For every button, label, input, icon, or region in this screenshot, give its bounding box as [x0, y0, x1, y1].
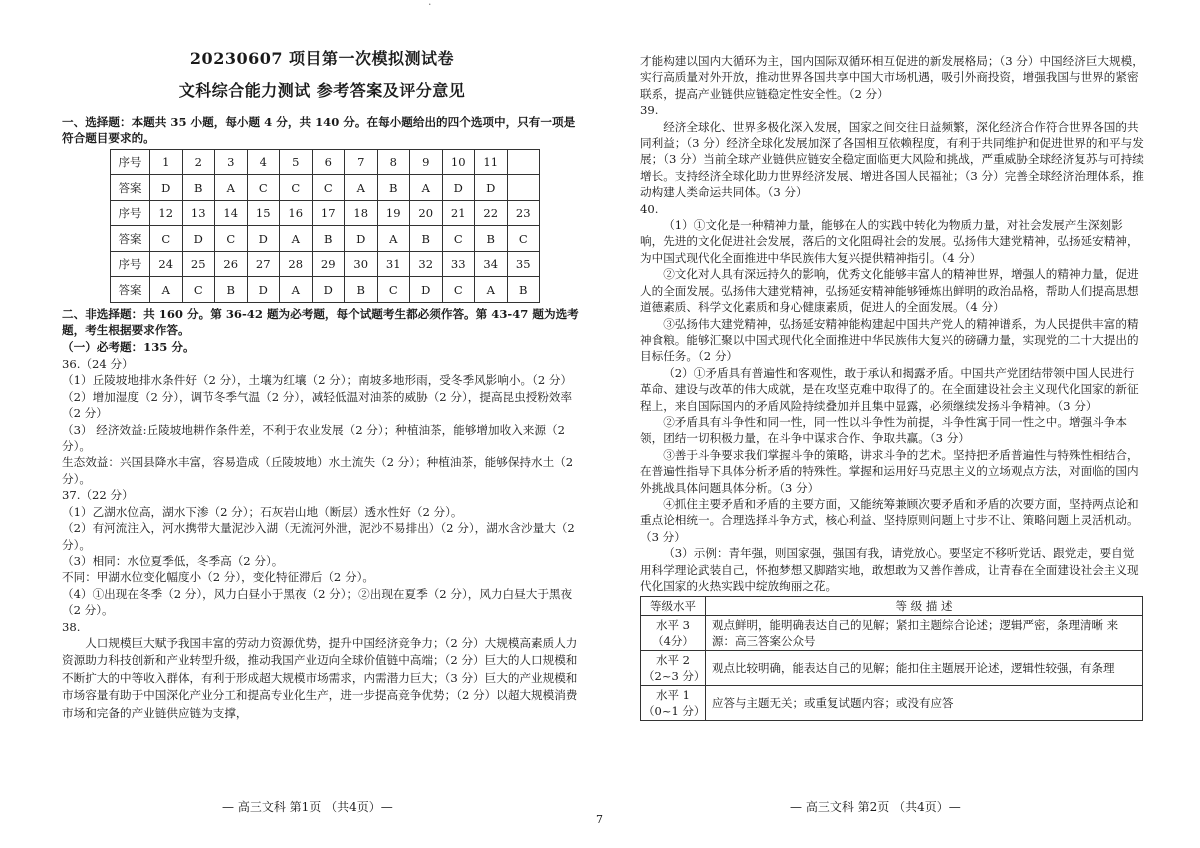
- answer-cell: D: [150, 175, 183, 201]
- q37-part3-same: （3）相同：水位夏季低，冬季高（2 分）。: [62, 553, 284, 568]
- number-cell: 15: [247, 200, 280, 226]
- answer-cell: A: [377, 226, 410, 252]
- answer-cell: C: [442, 277, 475, 303]
- number-cell: 28: [280, 251, 313, 277]
- level-score: （4分）: [652, 634, 694, 649]
- q40-part2-1: （2）①矛盾具有普遍性和客观性，敢于承认和揭露矛盾。中国共产党团结带领中国人民进行革命、建设与改革的伟大成就，是在攻坚克难中取得了的。在全面建设社会主义现代化国家的新征程上，来自国际国内的矛盾风险持续叠加并且集中显露，必须继续发扬斗争精神。（3 分）: [640, 365, 1139, 413]
- q40-part3: （3）示例：青年强，则国家强，强国有我，请党放心。要坚定不移听党话、跟党走，要自觉用科学理论武装自己，怀抱梦想又脚踏实地，敢想敢为又善作善成，让青春在全面建设社会主义现代化国家的火热实践中绽放绚丽之花。: [640, 546, 1139, 593]
- level-desc: 应答与主题无关；或重复试题内容；或没有应答: [706, 686, 1143, 721]
- number-cell: 21: [442, 200, 475, 226]
- number-cell: 18: [345, 200, 378, 226]
- number-cell: 16: [280, 200, 313, 226]
- answer-row-label: 答案: [111, 226, 150, 252]
- answer-cell: B: [475, 226, 508, 252]
- desc-header: 等 级 描 述: [706, 597, 1143, 616]
- number-cell: 5: [280, 149, 313, 175]
- answer-cell: A: [410, 175, 443, 201]
- answer-cell: D: [182, 226, 215, 252]
- q40-part1-1: （1）①文化是一种精神力量，能够在人的实践中转化为物质力量，对社会发展产生深刻影响，先进的文化促进社会发展，落后的文化阻碍社会的发展。弘扬伟大建党精神，弘扬延安精神，为中国式现代化全面推进中华民族伟大复兴提供精神指引。（4 分）: [640, 218, 1139, 265]
- number-cell: 26: [215, 251, 248, 277]
- level-label: 水平 1: [656, 688, 690, 703]
- number-row: [111, 149, 540, 175]
- number-cell: 19: [377, 200, 410, 226]
- number-cell: 34: [475, 251, 508, 277]
- section1-intro: 一、选择题：本题共 35 小题，每小题 4 分，共 140 分。在每小题给出的四个选项中，只有一项是符合题目要求的。: [62, 115, 576, 146]
- level-row: [641, 651, 1143, 686]
- answer-cell: C: [442, 226, 475, 252]
- answer-cell: B: [507, 277, 540, 303]
- level-cell: [641, 651, 706, 686]
- answer-cell: A: [280, 277, 313, 303]
- q36-part1: （1）丘陵坡地排水条件好（2 分），土壤为红壤（2 分）；南坡多地形雨，受冬季风影响小。（2 分）: [62, 373, 573, 388]
- level-desc: 观点鲜明，能明确表达自己的见解；紧扣主题综合论述；逻辑严密，条理清晰 来源：高三答案公众号: [706, 616, 1143, 651]
- answer-cell: A: [150, 277, 183, 303]
- q36-part3-economic: （3） 经济效益:丘陵坡地耕作条件差，不利于农业发展（2 分）；种植油茶，能够增加收入来源（2 分）。: [62, 422, 565, 454]
- answer-cell: [507, 175, 540, 201]
- number-row-label: 序号: [111, 200, 150, 226]
- q40-part1-3: ③弘扬伟大建党精神，弘扬延安精神能构建起中国共产党人的精神谱系，为人民提供丰富的精神食粮。能够汇聚以中国式现代化全面推进中华民族伟大复兴的磅礴力量，实现党的二十大提出的目标任务。（2 分）: [640, 316, 1139, 364]
- number-cell: 3: [215, 149, 248, 175]
- number-cell: 31: [377, 251, 410, 277]
- q38-answer: 人口规模巨大赋予我国丰富的劳动力资源优势，提升中国经济竞争力；（2 分）大规模高素质人力资源助力科技创新和产业转型升级，推动我国产业迈向全球价值链中高端；（2 分）巨大的人口规模和不断扩大的中等收入群体，有利于形成超大规模市场需求，内需潜力巨大；（3 分）巨大的产业规模和市场容量有助于中国深化产业分工和提高专业化生产，进一步提高竞争优势；（2 分）以超大规模消费市场和完备的产业链供应链为支撑，: [62, 635, 578, 720]
- level-desc: 观点比较明确，能表达自己的见解；能扣住主题展开论述，逻辑性较强，有条理: [706, 651, 1143, 686]
- number-row-label: 序号: [111, 251, 150, 277]
- answer-cell: D: [410, 277, 443, 303]
- answer-cell: C: [247, 175, 280, 201]
- exam-title: 20230607 项目第一次模拟测试卷: [189, 49, 455, 68]
- q37-header: 37.（22 分）: [62, 488, 134, 503]
- number-cell: 20: [410, 200, 443, 226]
- q36-header: 36.（24 分）: [62, 357, 134, 372]
- answer-row: [111, 226, 540, 252]
- q38-header: 38.: [62, 619, 81, 634]
- q40-part1-2: ②文化对人具有深远持久的影响，优秀文化能够丰富人的精神世界，增强人的精神力量，促进人的全面发展。弘扬伟大建党精神，弘扬延安精神能够锤炼出鲜明的政治品格，帮助人们提高思想道德素质、科学文化素质和身心健康素质，促进人的全面发展。（4 分）: [640, 267, 1139, 315]
- section2-intro: 二、非选择题：共 160 分。第 36-42 题为必考题，每个试题考生都必须作答。第 43-47 题为选考题，考生根据要求作答。: [62, 306, 579, 338]
- number-cell: 7: [345, 149, 378, 175]
- answer-table: [110, 149, 540, 303]
- answer-cell: B: [345, 277, 378, 303]
- level-row: [641, 686, 1143, 721]
- number-cell: 1: [150, 149, 183, 175]
- q38-continued: 才能构建以国内大循环为主，国内国际双循环相互促进的新发展格局；（3 分）中国经济巨大规模，实行高质量对外开放，推动世界各国共享中国大市场机遇，吸引外商投资，增强我国与世界的紧密联系，提高产业链供应链稳定性安全性。（2 分）: [640, 54, 1144, 101]
- number-cell: 35: [507, 251, 540, 277]
- level-table: [640, 596, 1143, 721]
- q40-header: 40.: [640, 201, 659, 216]
- answer-cell: A: [475, 277, 508, 303]
- q37-part4: （4）①出现在冬季（2 分），风力白昼小于黑夜（2 分）；②出现在夏季（2 分），风力白昼大于黑夜（2 分）。: [62, 586, 573, 618]
- q39-header: 39.: [640, 103, 659, 118]
- answer-row: [111, 175, 540, 201]
- number-cell: 4: [247, 149, 280, 175]
- number-cell: 24: [150, 251, 183, 277]
- q39-answer: 经济全球化、世界多极化深入发展，国家之间交往日益频繁，深化经济合作符合世界各国的共同利益；（3 分）经济全球化发展加深了各国相互依赖程度，有利于共同维护和促进世界的和平与发展；（3 分）当前全球产业链供应链安全稳定面临更大风险和挑战，严重威胁全球经济复苏与可持续增长。支持经济全球化助力世界经济发展、增进各国人民福祉；（3 分）完善全球经济治理体系，推动构建人类命运共同体。（3 分）: [640, 119, 1144, 200]
- answer-cell: D: [312, 277, 345, 303]
- answer-cell: A: [215, 175, 248, 201]
- right-page: [640, 0, 1145, 848]
- q40-part2-4: ④抓住主要矛盾和矛盾的主要方面，又能统筹兼顾次要矛盾和矛盾的次要方面，坚持两点论和重点论相统一。合理选择斗争方式，核心利益、坚持原则问题上寸步不让、策略问题上灵活机动。（3 分）: [640, 496, 1139, 544]
- answer-cell: C: [377, 277, 410, 303]
- answer-cell: C: [215, 226, 248, 252]
- level-header: 等级水平: [641, 597, 706, 616]
- number-row: [111, 200, 540, 226]
- page-footer-left: — 高三文科 第1页 （共4页）—: [222, 800, 393, 814]
- number-cell: 9: [410, 149, 443, 175]
- level-label: 水平 3: [656, 618, 690, 633]
- answer-cell: C: [150, 226, 183, 252]
- answer-cell: B: [410, 226, 443, 252]
- q40-part2-2: ②矛盾具有斗争性和同一性，同一性以斗争性为前提，斗争性寓于同一性之中。增强斗争本领，团结一切积极力量，在斗争中谋求合作、争取共赢。（3 分）: [640, 414, 1127, 446]
- number-cell: 12: [150, 200, 183, 226]
- answer-cell: C: [507, 226, 540, 252]
- answer-cell: A: [280, 226, 313, 252]
- number-cell: 32: [410, 251, 443, 277]
- q37-part3-diff: 不同：甲湖水位变化幅度小（2 分），变化特征滞后（2 分）。: [62, 570, 374, 585]
- level-table-header: [641, 597, 1143, 616]
- number-row-label: 序号: [111, 149, 150, 175]
- answer-cell: D: [475, 175, 508, 201]
- q36-part3-ecological: 生态效益：兴国县降水丰富，容易造成（丘陵坡地）水土流失（2 分）；种植油茶，能够保持水土（2 分）。: [62, 455, 574, 486]
- number-row: [111, 251, 540, 277]
- number-cell: [507, 149, 540, 175]
- answer-cell: B: [312, 226, 345, 252]
- number-cell: 25: [182, 251, 215, 277]
- top-mark: ·: [428, 0, 432, 11]
- number-cell: 11: [475, 149, 508, 175]
- answer-cell: D: [442, 175, 475, 201]
- level-cell: [641, 616, 706, 651]
- number-cell: 29: [312, 251, 345, 277]
- exam-subtitle: 文科综合能力测试 参考答案及评分意见: [178, 81, 466, 100]
- q36-part2: （2）增加湿度（2 分），调节冬季气温（2 分），减轻低温对油茶的威胁（2 分），提高昆虫授粉效率（2 分）: [62, 389, 573, 421]
- number-cell: 14: [215, 200, 248, 226]
- page-footer-right: — 高三文科 第2页 （共4页）—: [790, 800, 961, 814]
- page-number: 7: [596, 813, 603, 826]
- level-label: 水平 2: [656, 653, 690, 668]
- answer-cell: D: [247, 277, 280, 303]
- level-row: [641, 616, 1143, 651]
- answer-row-label: 答案: [111, 277, 150, 303]
- number-cell: 2: [182, 149, 215, 175]
- left-page: [62, 0, 582, 848]
- q37-part1: （1）乙湖水位高，湖水下渗（2 分）；石灰岩山地（断层）透水性好（2 分）。: [62, 504, 463, 519]
- answer-cell: C: [182, 277, 215, 303]
- answer-cell: C: [280, 175, 313, 201]
- number-cell: 22: [475, 200, 508, 226]
- number-cell: 10: [442, 149, 475, 175]
- level-score: （2~3 分）: [643, 669, 706, 684]
- required-note: （一）必考题：135 分。: [62, 339, 195, 354]
- number-cell: 6: [312, 149, 345, 175]
- answer-row-label: 答案: [111, 175, 150, 201]
- number-cell: 33: [442, 251, 475, 277]
- number-cell: 30: [345, 251, 378, 277]
- answer-cell: D: [345, 226, 378, 252]
- answer-row: [111, 277, 540, 303]
- number-cell: 27: [247, 251, 280, 277]
- level-score: （0~1 分）: [643, 704, 706, 719]
- q37-part2: （2）有河流注入，河水携带大量泥沙入湖（无流河外泄，泥沙不易排出）（2 分），湖水含沙量大（2 分）。: [62, 521, 575, 552]
- answer-cell: A: [345, 175, 378, 201]
- number-cell: 13: [182, 200, 215, 226]
- number-cell: 8: [377, 149, 410, 175]
- answer-cell: B: [377, 175, 410, 201]
- answer-cell: B: [182, 175, 215, 201]
- answer-cell: D: [247, 226, 280, 252]
- q40-part2-3: ③善于斗争要求我们掌握斗争的策略，讲求斗争的艺术。坚持把矛盾普遍性与特殊性相结合，在普遍性指导下具体分析矛盾的特殊性。掌握和运用好马克思主义的立场观点方法，对面临的国内外挑战具体问题具体分析。（3 分）: [640, 447, 1139, 495]
- answer-cell: B: [215, 277, 248, 303]
- number-cell: 23: [507, 200, 540, 226]
- answer-cell: C: [312, 175, 345, 201]
- level-cell: [641, 686, 706, 721]
- number-cell: 17: [312, 200, 345, 226]
